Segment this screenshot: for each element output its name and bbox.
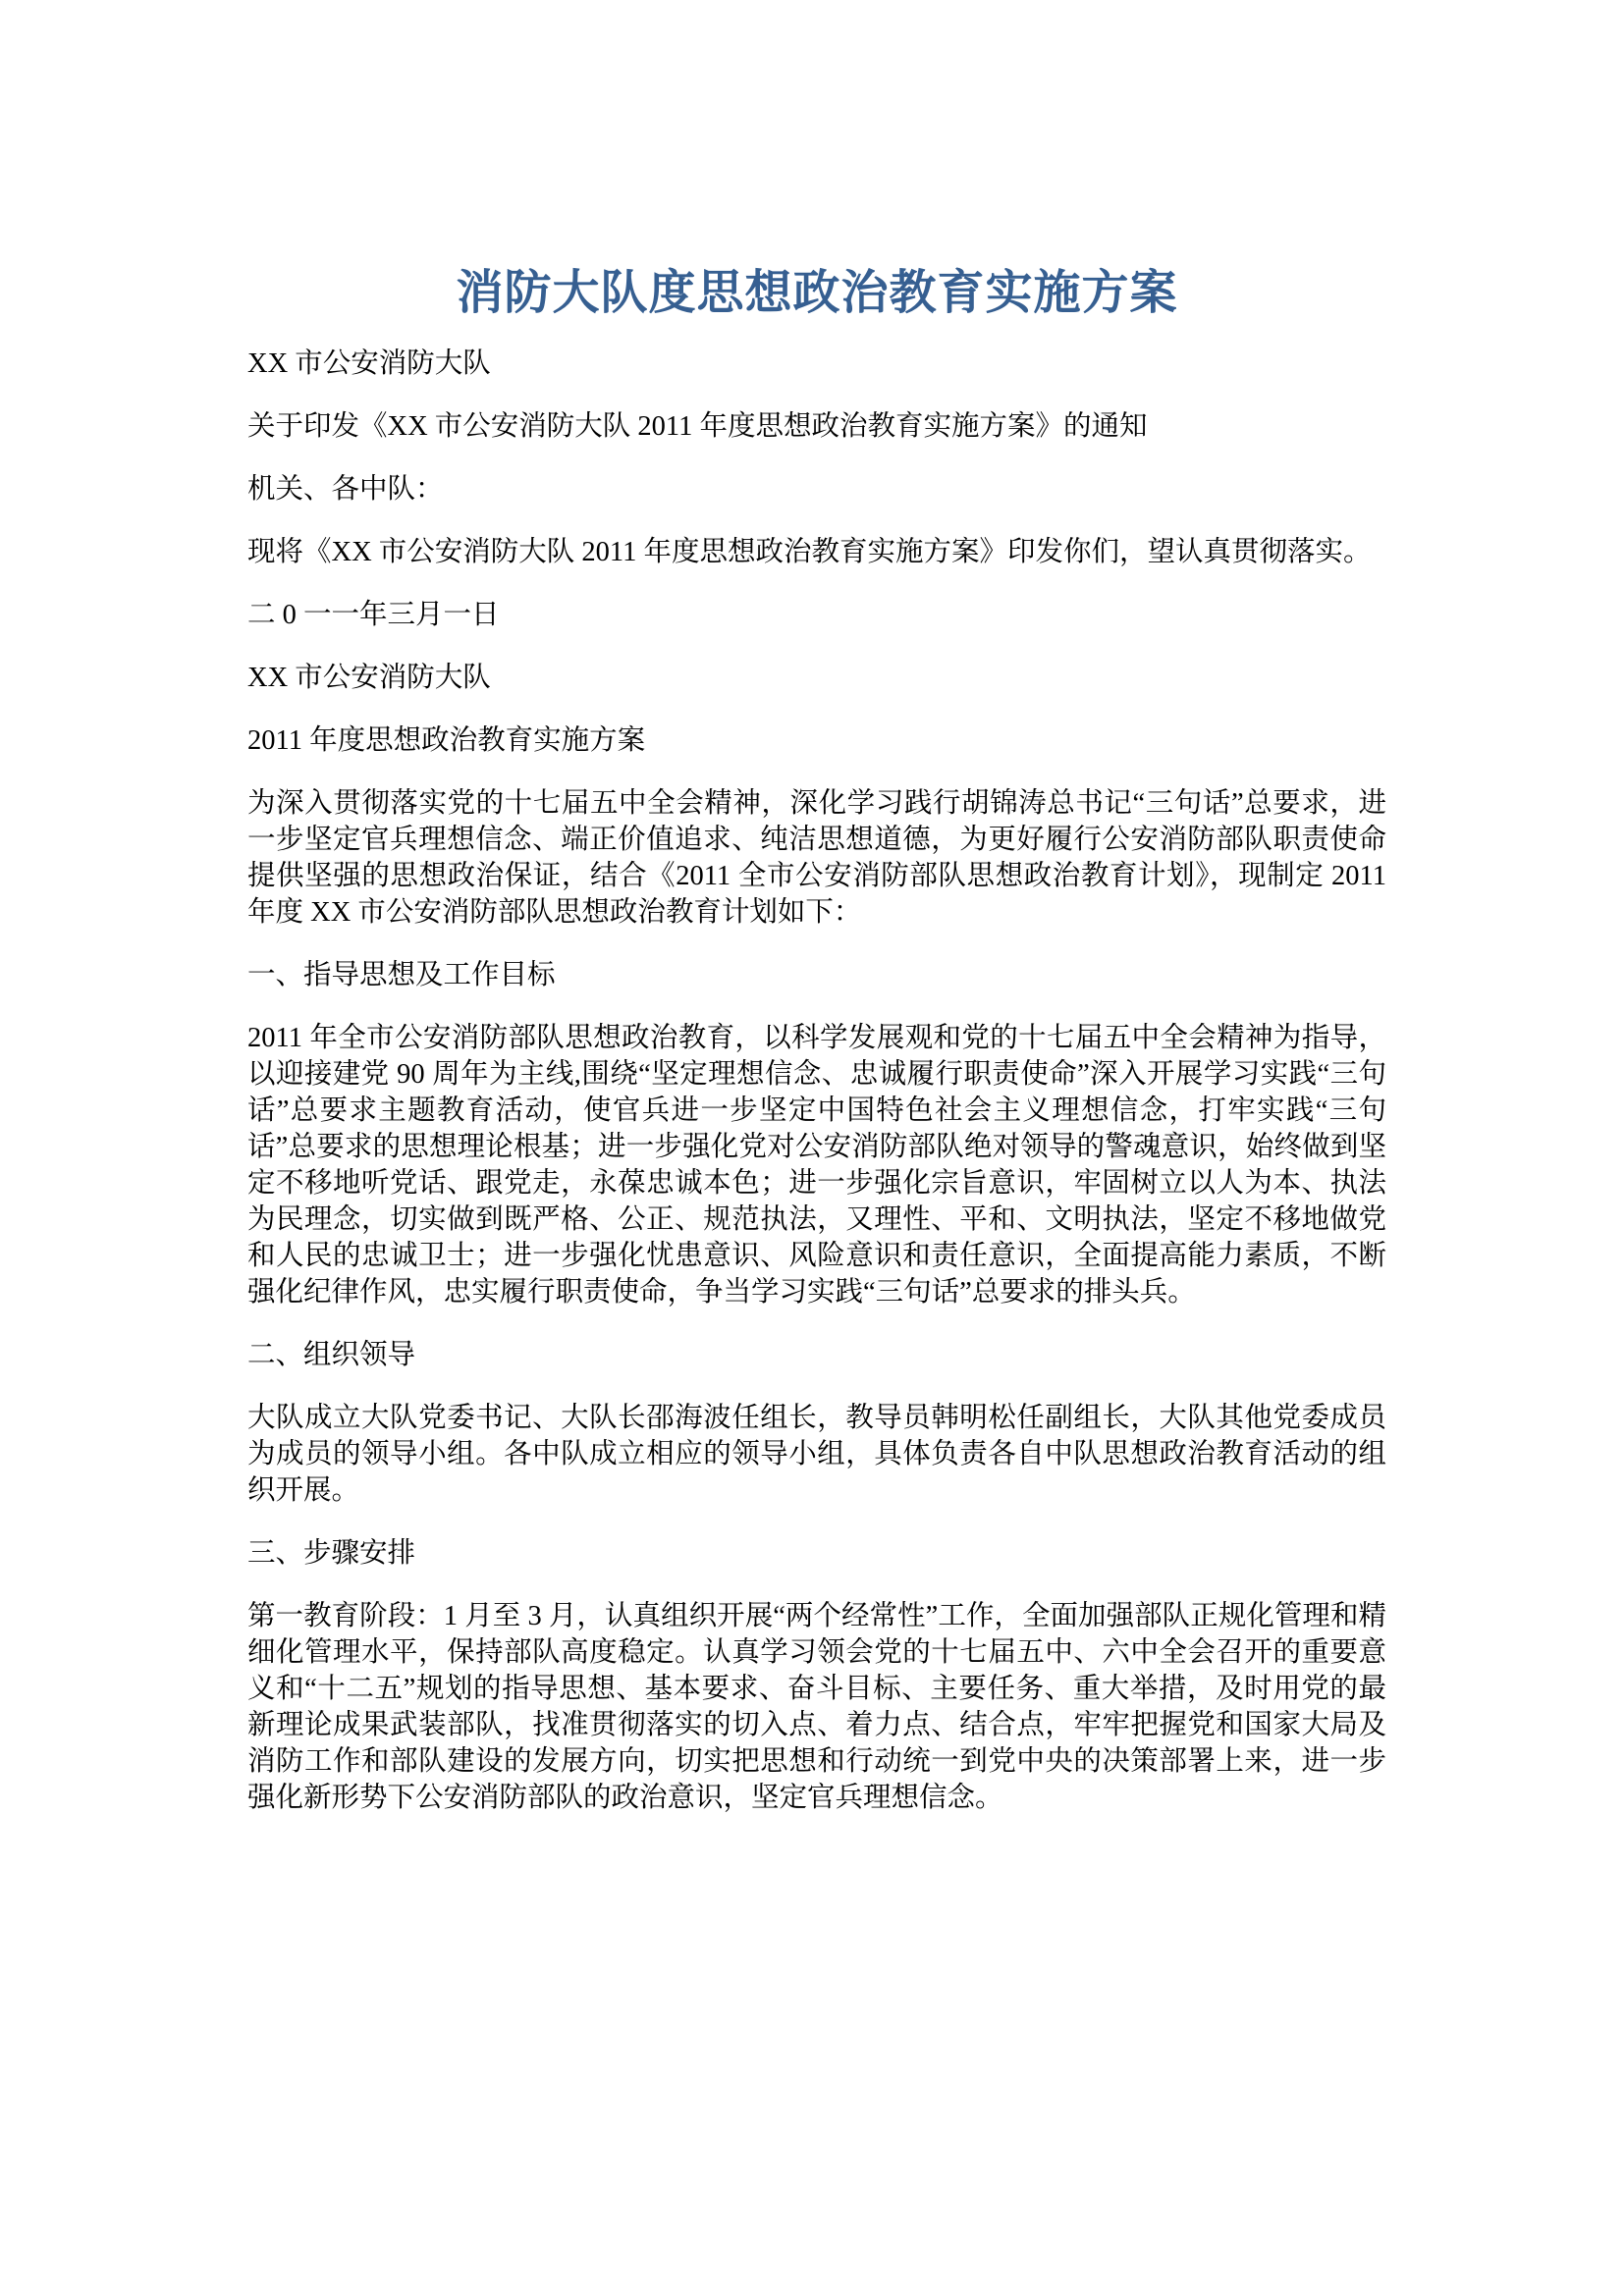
section-3-paragraph: 第一教育阶段：1 月至 3 月，认真组织开展“两个经常性”工作，全面加强部队正规化管理和精细化管理水平，保持部队高度稳定。认真学习领会党的十七届五中、六中全会召开的重要意义和“十二五”规划的指导思想、基本要求、奋斗目标、主要任务、重大举措，及时用党的最新理论成果武装部队，找准贯彻落实的切入点、着力点、结合点，牢牢把握党和国家大局及消防工作和部队建设的发展方向，切实把思想和行动统一到党中央的决策部署上来，进一步强化新形势下公安消防部队的政治意识，坚定官兵理想信念。 [247,1601,1386,1813]
intro-paragraph: 为深入贯彻落实党的十七届五中全会精神，深化学习践行胡锦涛总书记“三句话”总要求，进一步坚定官兵理想信念、端正价值追求、纯洁思想道德，为更好履行公安消防部队职责使命提供坚强的思想政治保证，结合《2011 全市公安消防部队思想政治教育计划》，现制定 2011 年度 XX 市公安消防部队思想政治教育计划如下： [247,788,1386,928]
section-heading-1: 一、指导思想及工作目标 [247,960,556,990]
plan-issuer-line: XX 市公安消防大队 [247,663,491,693]
section-1-paragraph: 2011 年全市公安消防部队思想政治教育，以科学发展观和党的十七届五中全会精神为指导，以迎接建党 90 周年为主线,围绕“坚定理想信念、忠诚履行职责使命”深入开展学习实践“三句话”总要求主题教育活动，使官兵进一步坚定中国特色社会主义理想信念，打牢实践“三句话”总要求的思想理论根基；进一步强化党对公安消防部队绝对领导的警魂意识，始终做到坚定不移地听党话、跟党走，永葆忠诚本色；进一步强化宗旨意识，牢固树立以人为本、执法为民理念，切实做到既严格、公正、规范执法，又理性、平和、文明执法，坚定不移地做党和人民的忠诚卫士；进一步强化忧患意识、风险意识和责任意识，全面提高能力素质，不断强化纪律作风，忠实履行职责使命，争当学习实践“三句话”总要求的排头兵。 [247,1023,1386,1308]
issuer-line: XX 市公安消防大队 [247,348,491,379]
recipients-line: 机关、各中队： [247,474,444,505]
notice-title: 关于印发《XX 市公安消防大队 2011 年度思想政治教育实施方案》的通知 [247,411,1148,442]
document-title: 消防大队度思想政治教育实施方案 [456,265,1178,320]
section-2-paragraph: 大队成立大队党委书记、大队长邵海波任组长，教导员韩明松任副组长，大队其他党委成员为成员的领导小组。各中队成立相应的领导小组，具体负责各自中队思想政治教育活动的组织开展。 [247,1403,1386,1506]
section-heading-3: 三、步骤安排 [247,1538,416,1569]
notice-body: 现将《XX 市公安消防大队 2011 年度思想政治教育实施方案》印发你们，望认真贯彻落实。 [247,537,1372,567]
section-heading-2: 二、组织领导 [247,1340,416,1370]
date-line: 二 0 一一年三月一日 [247,600,500,630]
document-body [247,346,1386,1842]
plan-title-line: 2011 年度思想政治教育实施方案 [247,725,646,756]
